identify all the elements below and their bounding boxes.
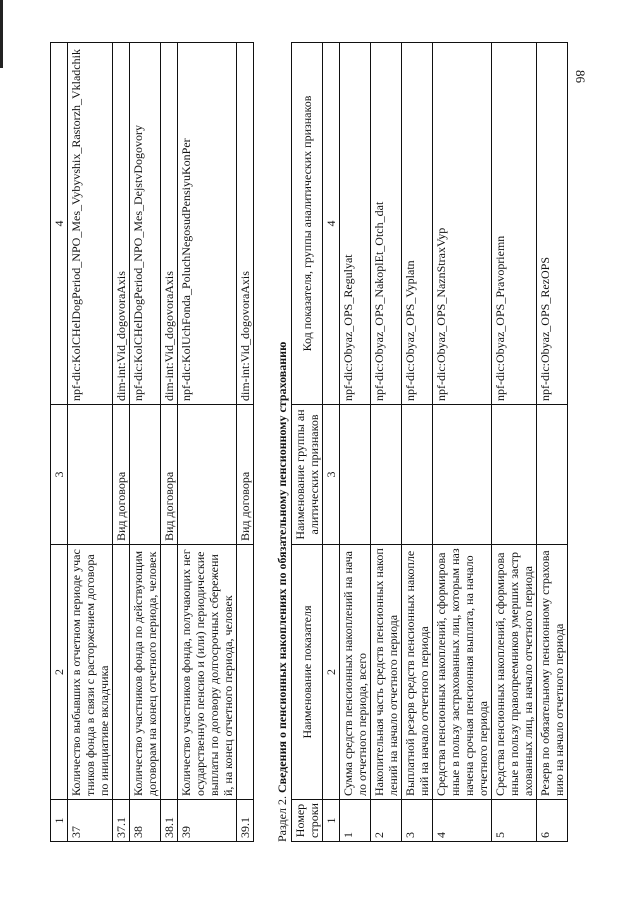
header-cell: 4 (51, 43, 68, 405)
indicator-code: npf-dic:Obyaz_OPS_Vyplatn (402, 43, 433, 405)
indicator-code: npf-dic:Obyaz_OPS_NaznStraxVyp (433, 43, 492, 405)
group-name (492, 405, 537, 545)
indicator-name: Выплатной резерв средств пенсионных накоплений на начало отчетного периода (402, 545, 433, 800)
table-row (340, 43, 371, 842)
indicator-code: npf-dic:Obyaz_OPS_Pravopriemn (492, 43, 537, 405)
indicator-name (237, 545, 254, 800)
group-name (178, 405, 237, 545)
indicator-code: npf-dic:KolCHelDogPeriod_NPO_Mes_Vybyvshix_Rastorzh_Vkladchik (68, 43, 113, 405)
indicator-name: Количество участников фонда, получающих негосударственную пенсию и (или) периодические выплаты по договору долгосрочных сбережений, на конец отчетного периода, человек (178, 545, 237, 800)
row-number: 1 (340, 800, 371, 842)
group-name (68, 405, 113, 545)
section-prefix: Раздел 2. (275, 796, 289, 842)
row-number: 2 (371, 800, 402, 842)
header-cell: 2 (51, 545, 68, 800)
row-number: 4 (433, 800, 492, 842)
section-heading: Сведения о пенсионных накоплениях по обязательному пенсионному страхованию (275, 341, 289, 794)
indicator-code: dim-int:Vid_dogovoraAxis (161, 43, 178, 405)
header-cell: Номер строки (292, 800, 323, 842)
indicator-code: npf-dic:Obyaz_OPS_RezOPS (537, 43, 568, 405)
row-number: 38 (130, 800, 161, 842)
header-cell: Наименование показателя (292, 545, 323, 800)
group-name (433, 405, 492, 545)
indicator-name: Резерв по обязательному пенсионному страхованию на начало отчетного периода (537, 545, 568, 800)
indicator-code: npf-dic:Obyaz_OPS_NakoplEt_Otch_dat (371, 43, 402, 405)
table-row (402, 43, 433, 842)
section-title (275, 22, 290, 842)
header-cell: 3 (51, 405, 68, 545)
table-row (537, 43, 568, 842)
group-name (537, 405, 568, 545)
table-row (161, 43, 178, 842)
indicator-code: dim-int:Vid_dogovoraAxis (113, 43, 130, 405)
column-number-row (323, 43, 340, 842)
table-row (433, 43, 492, 842)
header-cell: Код показателя, группы аналитических признаков (292, 43, 323, 405)
rotated-page-content (50, 0, 610, 842)
binding-mark (0, 0, 3, 68)
table-header-row (292, 43, 323, 842)
indicator-name: Средства пенсионных накоплений, сформированные в пользу правопреемников умерших застрахованных лиц, на начало отчетного периода (492, 545, 537, 800)
row-number: 5 (492, 800, 537, 842)
table-row (68, 43, 113, 842)
header-cell: Наименование группы аналитических признаков (292, 405, 323, 545)
page-number: 86 (573, 70, 588, 83)
indicators-table-section2 (291, 42, 568, 842)
indicator-name (113, 545, 130, 800)
group-name (340, 405, 371, 545)
indicator-name (161, 545, 178, 800)
indicator-code: npf-dic:Obyaz_OPS_Regulyat (340, 43, 371, 405)
table-header-row (51, 43, 68, 842)
column-number: 3 (323, 405, 340, 545)
row-number: 6 (537, 800, 568, 842)
group-name: Вид договора (113, 405, 130, 545)
indicator-name: Накопительная часть средств пенсионных накоплений на начало отчетного периода (371, 545, 402, 800)
table-row (130, 43, 161, 842)
row-number: 37 (68, 800, 113, 842)
table-row (178, 43, 237, 842)
column-number: 4 (323, 43, 340, 405)
indicators-table-top (50, 42, 254, 842)
column-number: 1 (323, 800, 340, 842)
group-name (130, 405, 161, 545)
indicator-code: dim-int:Vid_dogovoraAxis (237, 43, 254, 405)
indicator-code: npf-dic:KolUchFonda_PoluchNegosudPensiyuKonPer (178, 43, 237, 405)
group-name: Вид договора (237, 405, 254, 545)
row-number: 37.1 (113, 800, 130, 842)
table-row (492, 43, 537, 842)
table-row (237, 43, 254, 842)
row-number: 39.1 (237, 800, 254, 842)
row-number: 3 (402, 800, 433, 842)
row-number: 39 (178, 800, 237, 842)
column-number: 2 (323, 545, 340, 800)
header-cell: 1 (51, 800, 68, 842)
table-row (113, 43, 130, 842)
table-row (371, 43, 402, 842)
indicator-name: Средства пенсионных накоплений, сформированные в пользу застрахованных лиц, которым назначена срочная пенсионная выплата, на начало отчетного периода (433, 545, 492, 800)
indicator-name: Сумма средств пенсионных накоплений на начало отчетного периода, всего (340, 545, 371, 800)
group-name (402, 405, 433, 545)
indicator-name: Количество участников фонда по действующим договорам на конец отчетного периода, человек (130, 545, 161, 800)
indicator-code: npf-dic:KolCHelDogPeriod_NPO_Mes_DejstvDogovory (130, 43, 161, 405)
row-number: 38.1 (161, 800, 178, 842)
group-name (371, 405, 402, 545)
indicator-name: Количество выбывших в отчетном периоде участников фонда в связи с расторжением договора по инициативе вкладчика (68, 545, 113, 800)
group-name: Вид договора (161, 405, 178, 545)
